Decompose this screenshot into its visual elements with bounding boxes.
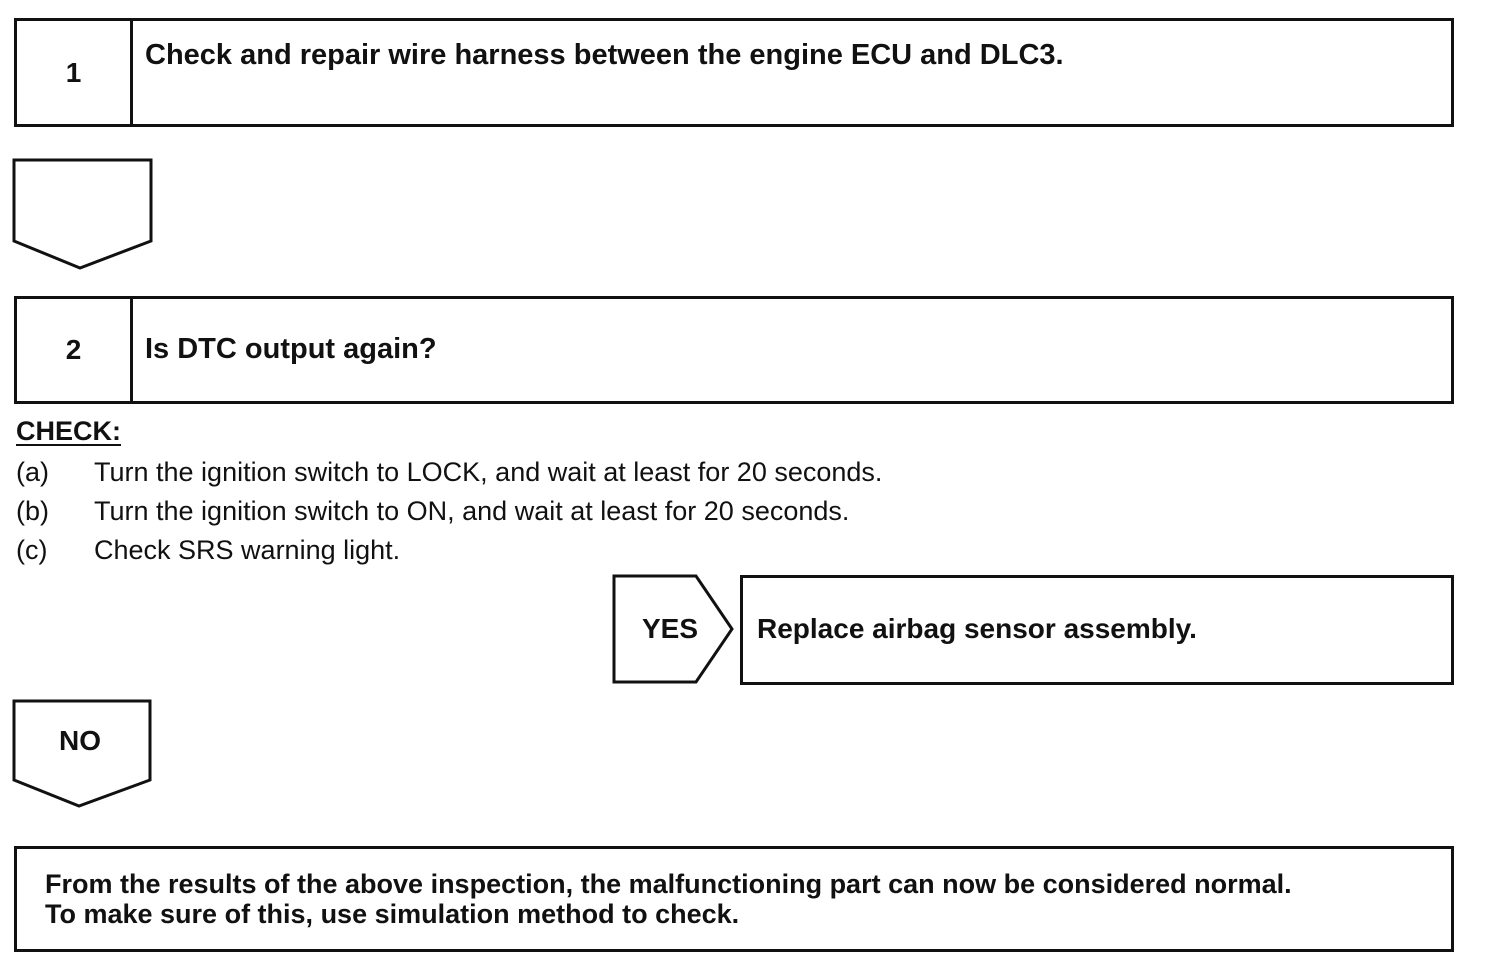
step-2-number: 2 (17, 299, 133, 401)
step-1-title: Check and repair wire harness between the engine ECU and DLC3. (145, 39, 1064, 71)
no-label: NO (59, 725, 101, 756)
flow-down-arrow (12, 158, 154, 272)
yes-result-box (740, 575, 1454, 685)
final-result-box (14, 846, 1454, 952)
check-item-text: Turn the ignition switch to ON, and wait at least for 20 seconds. (94, 496, 850, 526)
check-item-label: (a) (16, 457, 49, 487)
check-item-text: Turn the ignition switch to LOCK, and wait at least for 20 seconds. (94, 457, 883, 487)
final-result-line-1: From the results of the above inspection, the malfunctioning part can now be considered normal. (45, 869, 1292, 899)
final-result-line-2: To make sure of this, use simulation method to check. (45, 899, 740, 929)
final-result-text (45, 869, 1292, 929)
check-item-label: (b) (16, 496, 49, 526)
check-item-a (16, 457, 882, 488)
step-2-title: Is DTC output again? (145, 333, 437, 365)
check-item-label: (c) (16, 535, 48, 565)
check-item-c (16, 535, 400, 566)
yes-label: YES (641, 613, 699, 644)
step-1-box (14, 18, 1454, 127)
check-item-b (16, 496, 849, 527)
check-heading: CHECK: (16, 416, 121, 446)
step-1-number: 1 (17, 21, 133, 124)
yes-result-text: Replace airbag sensor assembly. (757, 613, 1197, 644)
check-item-text: Check SRS warning light. (94, 535, 401, 565)
step-2-box (14, 296, 1454, 404)
